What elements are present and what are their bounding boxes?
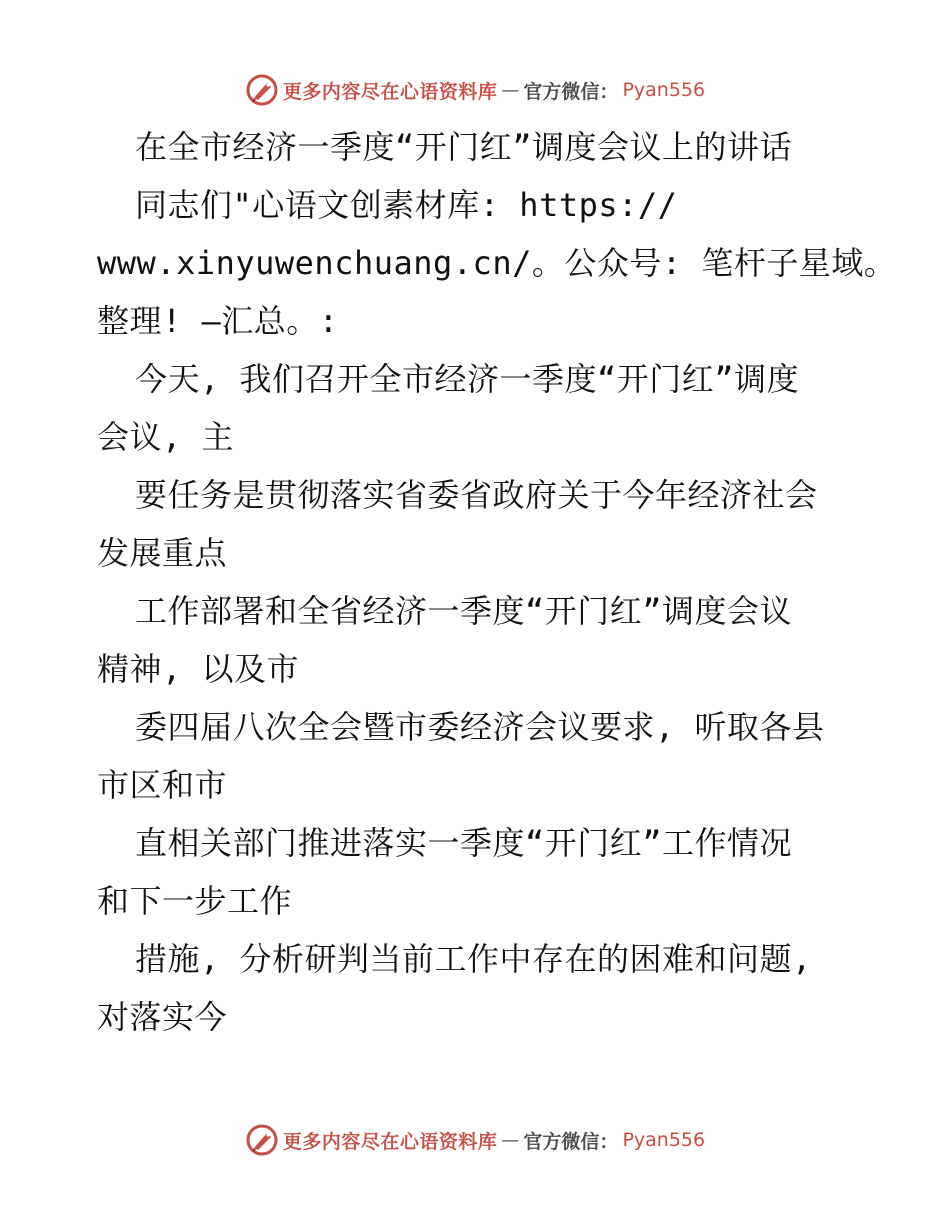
document-line: 委四届八次全会暨市委经济会议要求, 听取各县 [135, 708, 825, 746]
document-line: 要任务是贯彻落实省委省政府关于今年经济社会 [135, 476, 818, 514]
banner-wechat-label: 官方微信： [523, 80, 619, 103]
pen-logo-icon [245, 1123, 279, 1157]
banner-wechat-label: 官方微信： [523, 1130, 619, 1153]
footer-banner [0, 1120, 950, 1160]
document-line: 发展重点 [97, 534, 228, 572]
header-banner [0, 70, 950, 110]
pen-logo-icon [245, 73, 279, 107]
document-line: 同志们"心语文创素材库: https:// [135, 186, 678, 224]
document-line: 对落实今 [97, 998, 228, 1036]
document-line: www.xinyuwenchuang.cn/。公众号: 笔杆子星域。 [97, 244, 897, 282]
footer-banner-inner [245, 1123, 705, 1157]
header-banner-inner [245, 73, 705, 107]
banner-text: 更多内容尽在心语资料库 [282, 80, 498, 103]
document-line: 和下一步工作 [97, 882, 293, 920]
banner-wechat-id: Pyan556 [622, 79, 706, 101]
banner-wechat-id: Pyan556 [622, 1129, 706, 1151]
document-line: 工作部署和全省经济一季度“开门红”调度会议 [135, 592, 793, 630]
document-title: 在全市经济一季度“开门红”调度会议上的讲话 [135, 128, 793, 166]
document-line: 措施, 分析研判当前工作中存在的困难和问题, [135, 940, 812, 978]
banner-text: 更多内容尽在心语资料库 [282, 1130, 498, 1153]
document-line: 今天, 我们召开全市经济一季度“开门红”调度 [135, 360, 800, 398]
document-line: 会议, 主 [97, 418, 235, 456]
document-line: 精神, 以及市 [97, 650, 300, 688]
document-line: 市区和市 [97, 766, 228, 804]
banner-separator: — [501, 79, 520, 101]
document-body [97, 118, 897, 1046]
banner-separator: — [501, 1129, 520, 1151]
document-line: 直相关部门推进落实一季度“开门红”工作情况 [135, 824, 793, 862]
document-line: 整理! —汇总。: [97, 302, 339, 340]
